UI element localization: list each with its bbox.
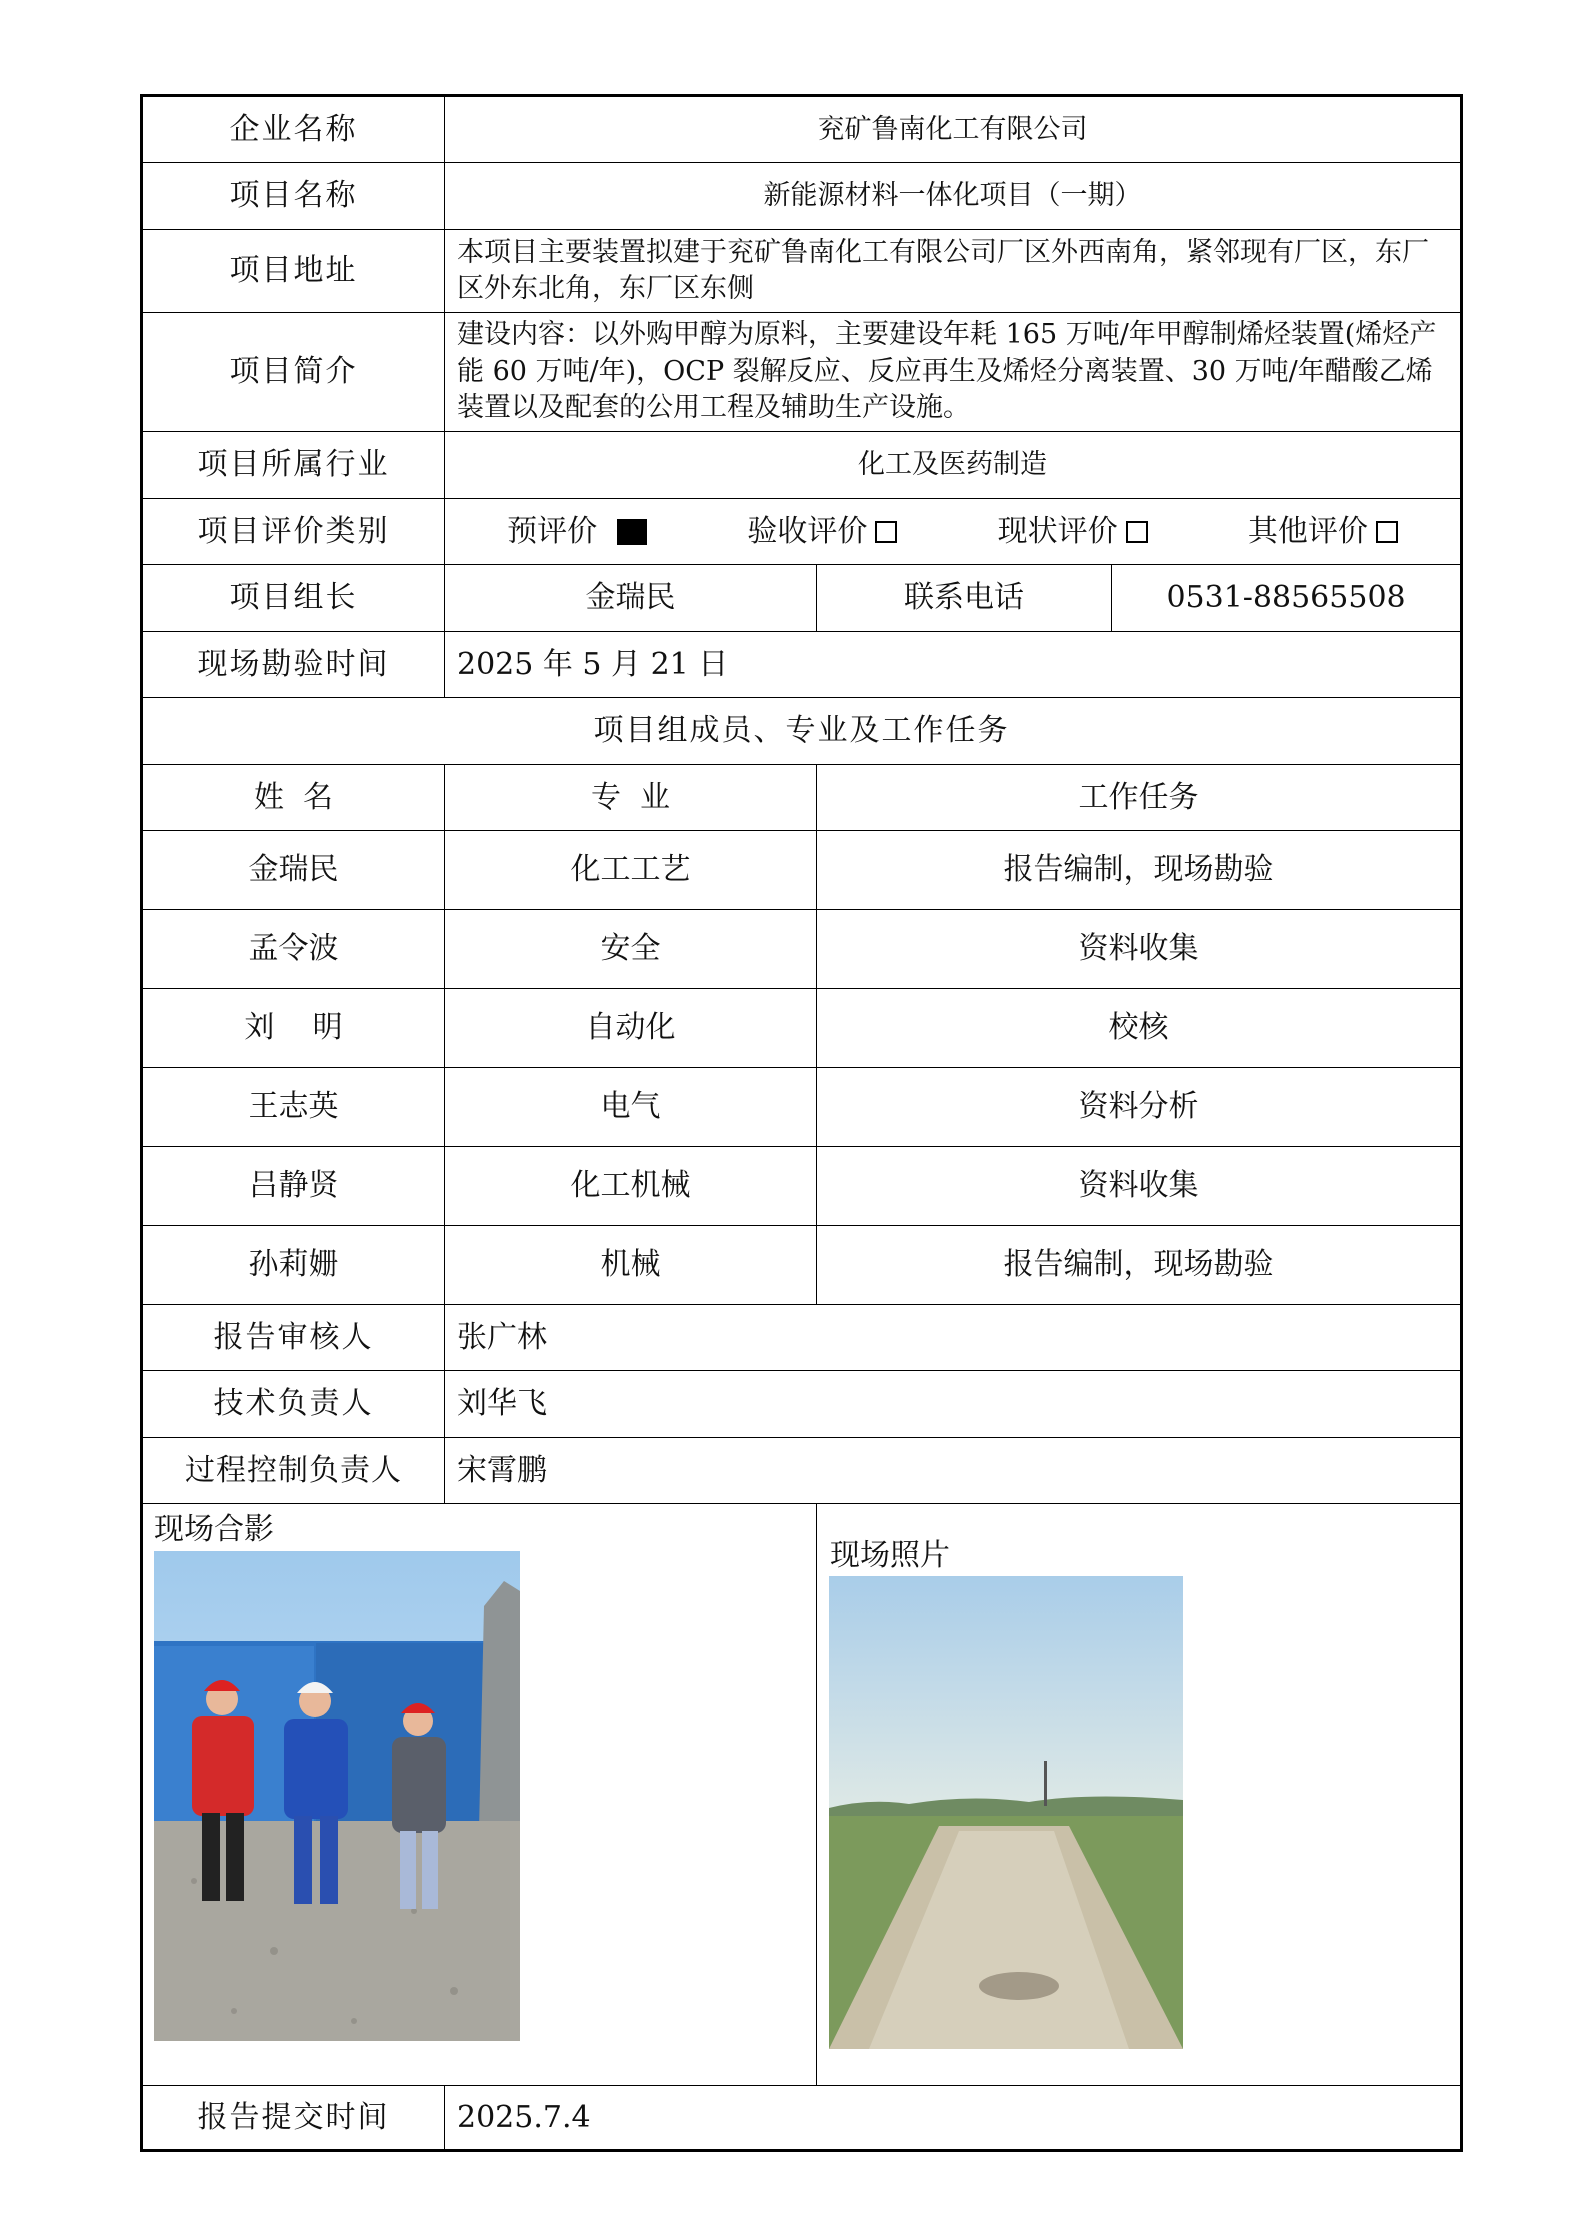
member-task: 资料收集 [817, 910, 1462, 989]
site-photo-label: 现场照片 [830, 1538, 950, 1573]
reviewer-value: 张广林 [445, 1305, 1462, 1371]
group-photo-cell [142, 1504, 817, 2086]
team-header-task: 工作任务 [817, 765, 1462, 831]
row-submit-time [142, 2086, 1462, 2151]
eval-type-options [445, 499, 1462, 565]
table-row [142, 1068, 1462, 1147]
member-name: 孟令波 [142, 910, 445, 989]
unchecked-box-icon[interactable] [1126, 521, 1148, 543]
member-task: 报告编制，现场勘验 [817, 831, 1462, 910]
row-team-title [142, 698, 1462, 765]
eval-option-acceptance[interactable] [747, 510, 897, 554]
row-eval-type [142, 499, 1462, 565]
member-task: 报告编制，现场勘验 [817, 1226, 1462, 1305]
row-industry [142, 432, 1462, 499]
row-project-name [142, 163, 1462, 230]
eval-option-pre[interactable] [507, 510, 647, 554]
team-header-major: 专 业 [445, 765, 817, 831]
table-row [142, 1226, 1462, 1305]
phone-label: 联系电话 [817, 565, 1112, 632]
submit-time-value: 2025.7.4 [445, 2086, 1462, 2151]
project-intro-label: 项目简介 [142, 313, 445, 432]
member-task: 校核 [817, 989, 1462, 1068]
member-name: 王志英 [142, 1068, 445, 1147]
eval-option-pre-label: 预评价 [507, 513, 598, 549]
eval-option-status-label: 现状评价 [997, 513, 1118, 549]
member-task: 资料分析 [817, 1068, 1462, 1147]
leader-label: 项目组长 [142, 565, 445, 632]
group-photo-image [154, 1551, 520, 2041]
eval-option-other-label: 其他评价 [1247, 513, 1368, 549]
row-reviewer [142, 1305, 1462, 1371]
member-major: 自动化 [445, 989, 817, 1068]
unchecked-box-icon[interactable] [875, 521, 897, 543]
table-row [142, 1147, 1462, 1226]
member-major: 安全 [445, 910, 817, 989]
table-row [142, 989, 1462, 1068]
tech-lead-value: 刘华飞 [445, 1371, 1462, 1438]
project-address-value: 本项目主要装置拟建于兖矿鲁南化工有限公司厂区外西南角，紧邻现有厂区，东厂区外东北角，东厂区东侧 [445, 230, 1462, 313]
phone-value: 0531-88565508 [1112, 565, 1462, 632]
member-major: 机械 [445, 1226, 817, 1305]
row-tech-lead [142, 1371, 1462, 1438]
member-task: 资料收集 [817, 1147, 1462, 1226]
row-project-intro [142, 313, 1462, 432]
industry-value: 化工及医药制造 [445, 432, 1462, 499]
industry-label: 项目所属行业 [142, 432, 445, 499]
reviewer-label: 报告审核人 [142, 1305, 445, 1371]
project-address-label: 项目地址 [142, 230, 445, 313]
team-header-name: 姓 名 [142, 765, 445, 831]
member-major: 化工工艺 [445, 831, 817, 910]
eval-option-acceptance-label: 验收评价 [747, 513, 868, 549]
evaluation-form [140, 94, 1460, 2152]
project-intro-value: 建设内容：以外购甲醇为原料，主要建设年耗 165 万吨/年甲醇制烯烃装置(烯烃产能 60 万吨/年)，OCP 裂解反应、反应再生及烯烃分离装置、30 万吨/年醋酸乙烯装置以及配套的公用工程及辅助生产设施。 [445, 313, 1462, 432]
member-name: 金瑞民 [142, 831, 445, 910]
project-name-label: 项目名称 [142, 163, 445, 230]
row-project-address [142, 230, 1462, 313]
group-photo [154, 1551, 520, 2041]
eval-option-other[interactable] [1248, 510, 1398, 554]
company-value: 兖矿鲁南化工有限公司 [445, 96, 1462, 163]
table-row [142, 910, 1462, 989]
team-header-row [142, 765, 1462, 831]
info-table [140, 94, 1463, 2152]
team-title: 项目组成员、专业及工作任务 [142, 698, 1462, 765]
group-photo-label: 现场合影 [154, 1512, 274, 1547]
project-name-value: 新能源材料一体化项目（一期） [445, 163, 1462, 230]
process-lead-value: 宋霄鹏 [445, 1438, 1462, 1504]
site-photo-image [829, 1576, 1183, 2049]
company-label: 企业名称 [142, 96, 445, 163]
row-photos [142, 1504, 1462, 2086]
tech-lead-label: 技术负责人 [142, 1371, 445, 1438]
eval-option-status[interactable] [998, 510, 1148, 554]
submit-time-label: 报告提交时间 [142, 2086, 445, 2151]
member-major: 化工机械 [445, 1147, 817, 1226]
checked-box-icon[interactable] [617, 519, 647, 545]
site-photo [829, 1576, 1183, 2049]
row-survey-time [142, 632, 1462, 698]
eval-type-label: 项目评价类别 [142, 499, 445, 565]
member-name: 孙莉姗 [142, 1226, 445, 1305]
survey-time-label: 现场勘验时间 [142, 632, 445, 698]
unchecked-box-icon[interactable] [1376, 521, 1398, 543]
table-row [142, 831, 1462, 910]
row-leader [142, 565, 1462, 632]
row-process-lead [142, 1438, 1462, 1504]
member-name: 吕静贤 [142, 1147, 445, 1226]
leader-value: 金瑞民 [445, 565, 817, 632]
member-name: 刘 明 [142, 989, 445, 1068]
row-company [142, 96, 1462, 163]
site-photo-cell [817, 1504, 1462, 2086]
survey-time-value: 2025 年 5 月 21 日 [445, 632, 1462, 698]
member-major: 电气 [445, 1068, 817, 1147]
process-lead-label: 过程控制负责人 [142, 1438, 445, 1504]
